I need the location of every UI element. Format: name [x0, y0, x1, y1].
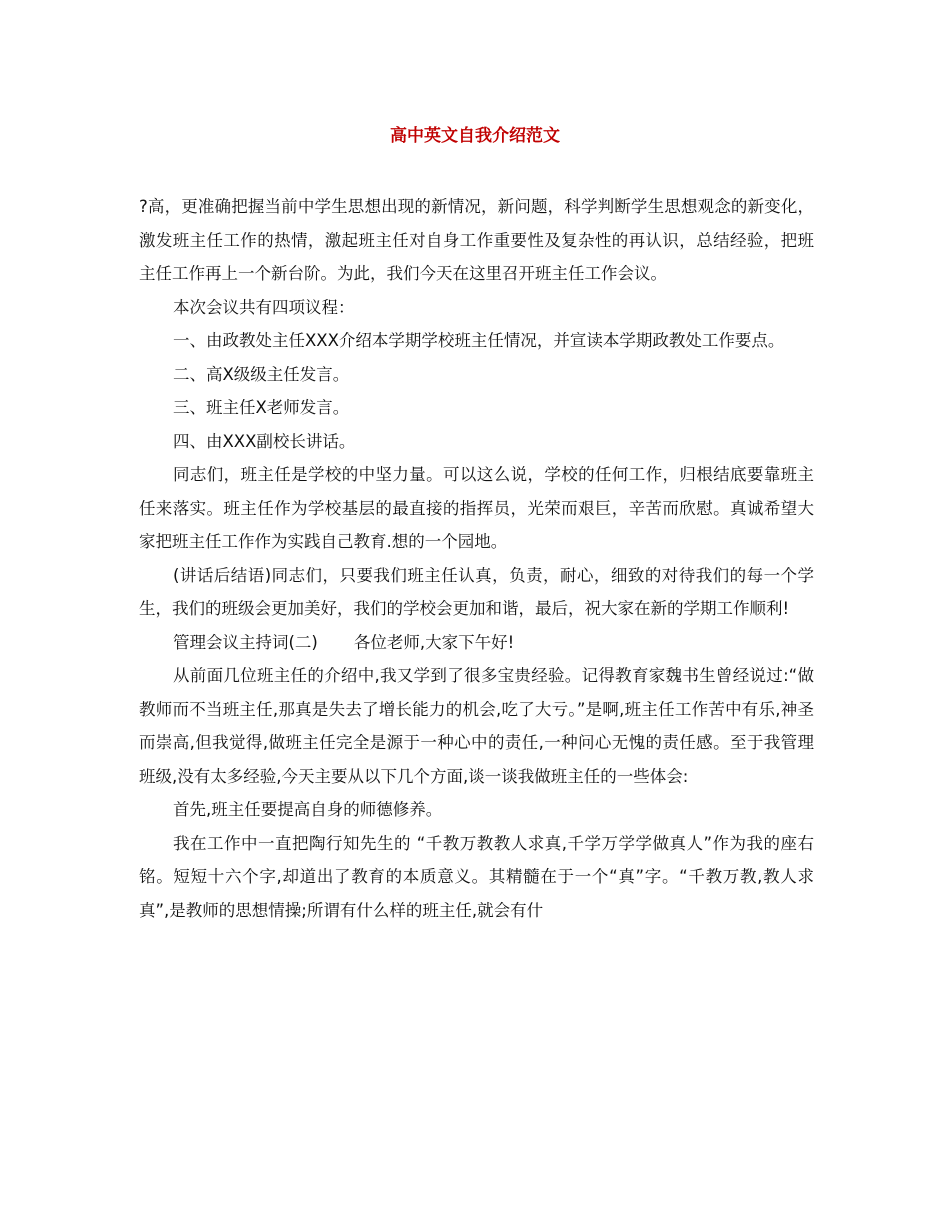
paragraph-agenda-item-1: 一、由政教处主任XXX介绍本学期学校班主任情况，并宣读本学期政教处工作要点。 — [173, 331, 785, 350]
document-title: 高中英文自我介绍范文 — [390, 126, 560, 146]
paragraph-agenda-item-3: 三、班主任X老师发言。 — [173, 398, 350, 417]
paragraph-motto: 我在工作中一直把陶行知先生的 “千教万教教人求真,千学万学学做真人”作为我的座右铭。短短十六个字,却道出了教育的本质意义。其精髓在于一个“真”字。“千教万教,教人求真”,是教师的思想情操;所谓有什么样的班主任,就会有什 — [139, 833, 814, 920]
paragraph-agenda-intro: 本次会议共有四项议程： — [173, 297, 355, 317]
paragraph-closing-remarks: (讲话后结语)同志们，只要我们班主任认真，负责，耐心，细致的对待我们的每一个学生，我们的班级会更加美好，我们的学校会更加和谐，最后，祝大家在新的学期工作顺利! — [139, 565, 814, 618]
document-body — [139, 190, 814, 927]
section-heading-line — [139, 626, 814, 660]
paragraph-agenda-item-2: 二、高X级级主任发言。 — [173, 364, 350, 384]
greeting: 各位老师,大家下午好! — [353, 632, 515, 652]
paragraph-experience: 从前面几位班主任的介绍中,我又学到了很多宝贵经验。记得教育家魏书生曾经说过:“做教师而不当班主任,那真是失去了增长能力的机会,吃了大亏。”是啊,班主任工作苦中有乐,神圣而崇高,但我觉得,做班主任完全是源于一种心中的责任,一种问心无愧的责任感。至于我管理班级,没有太多经验,今天主要从以下几个方面,谈一谈我做班主任的一些体会: — [139, 666, 814, 786]
section-heading: 管理会议主持词(二) — [173, 632, 318, 652]
paragraph-agenda-item-4: 四、由XXX副校长讲话。 — [173, 431, 356, 451]
paragraph-comrades: 同志们，班主任是学校的中坚力量。可以这么说，学校的任何工作，归根结底要靠班主任来落实。班主任作为学校基层的最直接的指挥员，光荣而艰巨，辛苦而欣慰。真诚希望大家把班主任工作作为实践自己教育.想的一个园地。 — [139, 465, 814, 551]
paragraph-intro: ?高，更准确把握当前中学生思想出现的新情况，新问题，科学判断学生思想观念的新变化，激发班主任工作的热情，激起班主任对自身工作重要性及复杂性的再认识，总结经验，把班主任工作再上一个新台阶。为此，我们今天在这里召开班主任工作会议。 — [139, 197, 814, 283]
paragraph-first-point: 首先,班主任要提高自身的师德修养。 — [173, 800, 443, 819]
